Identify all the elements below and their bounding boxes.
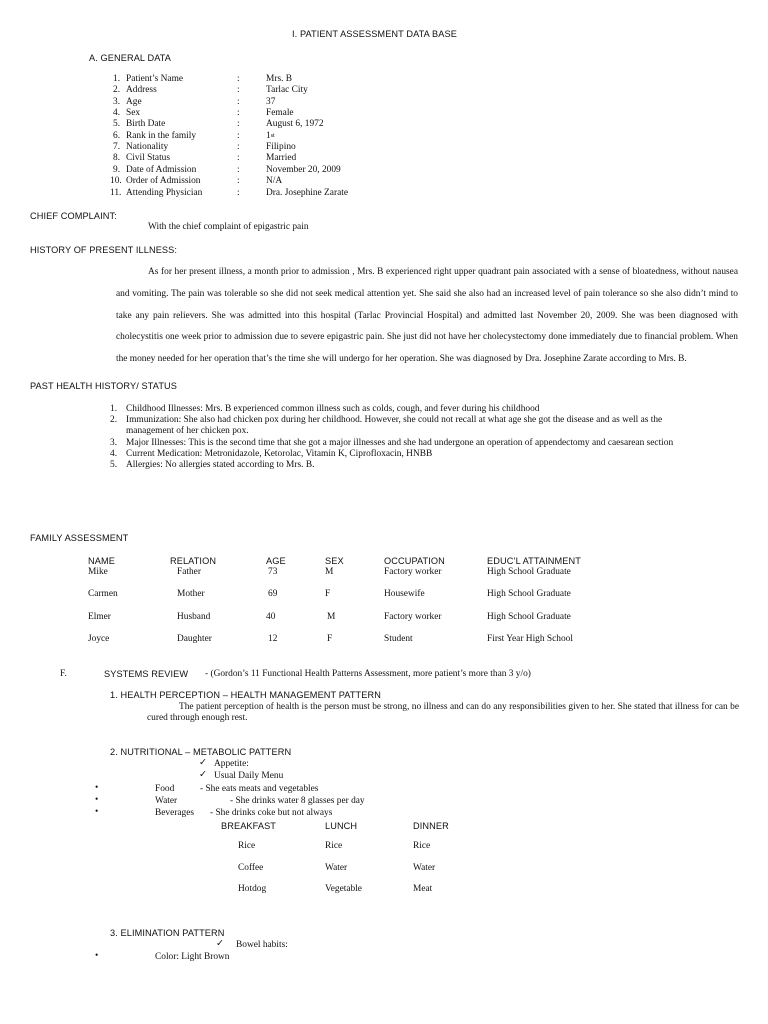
- bowel-habits-label: Bowel habits:: [236, 940, 288, 950]
- family-col-header: SEX: [325, 556, 344, 566]
- general-row-value: [266, 131, 275, 142]
- general-row-number: 4.: [113, 108, 121, 119]
- family-cell: Student: [384, 634, 413, 644]
- nutritional-bullet-label: Beverages: [155, 808, 195, 818]
- ordinal-number: 1: [266, 130, 271, 141]
- hpi-text: As for her present illness, a month prior to admission , Mrs. B experienced right upper quadrant pain associated with a sense of bloatedness, without nausea and vomiting. The pain was tolerable so she did not seek medical attention yet. She said she also had an increased level of pain tolerance so she also didn’t mind to take any pain relievers. She was admitted into this hospital (Tarlac Provincial Hospital) and admitted last November 20, 2009. She was been diagnosed with cholecystitis one week prior to admission due to severe epigastric pain. She just did not have her cholecystectomy done immediately due to financial problem. When the money needed for her operation that’s the time she will undergo for her operation. She was diagnosed by Dra. Josephine Zarate according to Mrs. B.: [116, 267, 738, 365]
- general-row-number: 10.: [110, 176, 122, 187]
- past-history-item: Major Illnesses: This is the second time that she got a major illnesses and she had undergone an operation of appendectomy and caesarean section: [126, 438, 674, 448]
- general-row-colon: :: [237, 142, 240, 153]
- general-row-colon: :: [237, 153, 240, 164]
- past-history-item: Immunization: She also had chicken pox during her childhood. However, she could not recall at what age she got the disease and as well as the management of her chicken pox.: [126, 415, 663, 437]
- check-icon: ✓: [199, 758, 207, 768]
- systems-letter: F.: [60, 669, 67, 679]
- nutritional-check-item: Usual Daily Menu: [214, 771, 284, 781]
- health-perception-text: The patient perception of health is the person must be strong, no illness and can do any responsibilities given to her. She stated that illness for can be cured through enough rest.: [147, 702, 739, 724]
- general-row-colon: :: [237, 96, 240, 107]
- general-row-value: November 20, 2009: [266, 164, 341, 175]
- past-history-heading: PAST HEALTH HISTORY/ STATUS: [30, 381, 178, 391]
- family-cell: High School Graduate: [487, 589, 571, 599]
- family-cell: 73: [268, 567, 278, 577]
- general-row-colon: :: [237, 108, 240, 119]
- menu-cell: Hotdog: [238, 884, 267, 894]
- general-row-number: 1.: [113, 74, 121, 84]
- nutritional-bullet-label: Food: [155, 784, 175, 794]
- family-cell: Carmen: [88, 589, 118, 599]
- general-row-value: Mrs. B: [266, 74, 293, 84]
- general-row-number: 5.: [113, 119, 121, 130]
- general-row-label: Sex: [126, 108, 141, 119]
- family-col-header: EDUC’L ATTAINMENT: [487, 556, 581, 566]
- bullet-icon: •: [95, 951, 99, 961]
- family-cell: 12: [268, 634, 278, 644]
- health-perception-paragraph: [147, 702, 739, 724]
- chief-complaint-heading: CHIEF COMPLAINT:: [30, 211, 117, 221]
- general-row-value: 37: [266, 96, 276, 107]
- general-row-number: 11.: [110, 187, 122, 198]
- general-row-label: Attending Physician: [126, 187, 203, 198]
- check-icon: ✓: [216, 939, 224, 949]
- menu-cell: Water: [413, 863, 436, 873]
- family-cell: Daughter: [177, 634, 212, 644]
- general-row-label: Civil Status: [126, 153, 171, 164]
- family-cell: High School Graduate: [487, 612, 571, 622]
- general-row-value: August 6, 1972: [266, 119, 324, 130]
- past-history-item: Childhood Illnesses: Mrs. B experienced common illness such as colds, cough, and fever during his childhood: [126, 404, 540, 414]
- general-row-value: Female: [266, 108, 294, 119]
- hpi-paragraph: [116, 262, 738, 371]
- family-cell: Mike: [88, 567, 108, 577]
- check-icon: ✓: [199, 770, 207, 780]
- family-cell: 69: [268, 589, 278, 599]
- general-row-label: Order of Admission: [126, 176, 201, 187]
- menu-cell: Rice: [325, 841, 343, 851]
- family-cell: Housewife: [384, 589, 425, 599]
- past-history-number: 1.: [110, 404, 118, 414]
- general-row-colon: :: [237, 119, 240, 130]
- menu-col-header: DINNER: [413, 821, 449, 831]
- past-history-item: Current Medication: Metronidazole, Ketorolac, Vitamin K, Ciprofloxacin, HNBB: [126, 449, 433, 459]
- past-history-number: 3.: [110, 438, 118, 448]
- general-row-label: Address: [126, 85, 157, 96]
- family-cell: Factory worker: [384, 612, 442, 622]
- family-col-header: OCCUPATION: [384, 556, 445, 566]
- hpi-heading: HISTORY OF PRESENT ILLNESS:: [30, 245, 178, 255]
- family-col-header: AGE: [266, 556, 286, 566]
- general-row-colon: :: [237, 130, 240, 141]
- nutritional-bullet-text: - She drinks water 8 glasses per day: [230, 796, 365, 806]
- family-cell: Factory worker: [384, 567, 442, 577]
- bullet-icon: •: [95, 783, 99, 793]
- past-history-number: 5.: [110, 460, 118, 470]
- family-cell: M: [325, 567, 334, 577]
- color-label: Color: Light Brown: [155, 952, 230, 962]
- general-row-value: Filipino: [266, 142, 296, 153]
- general-row-label: Rank in the family: [126, 130, 197, 141]
- general-row-number: 6.: [113, 130, 121, 141]
- bullet-icon: •: [95, 807, 99, 817]
- family-cell: First Year High School: [487, 634, 573, 644]
- menu-cell: Rice: [238, 841, 256, 851]
- menu-cell: Water: [325, 863, 348, 873]
- ordinal-suffix: st: [270, 132, 275, 139]
- family-assessment-heading: FAMILY ASSESSMENT: [30, 533, 129, 543]
- family-cell: Joyce: [88, 634, 110, 644]
- family-cell: Husband: [177, 612, 211, 622]
- general-row-number: 9.: [113, 164, 121, 175]
- systems-review-heading: SYSTEMS REVIEW: [104, 669, 189, 679]
- past-history-item: Allergies: No allergies stated according to Mrs. B.: [126, 460, 315, 470]
- family-cell: 40: [266, 612, 276, 622]
- family-col-header: NAME: [88, 556, 115, 566]
- menu-cell: Rice: [413, 841, 431, 851]
- family-col-header: RELATION: [170, 556, 217, 566]
- general-row-label: Date of Admission: [126, 164, 197, 175]
- general-row-colon: :: [237, 74, 240, 84]
- nutritional-check-item: Appetite:: [214, 759, 249, 769]
- family-cell: F: [325, 589, 331, 599]
- general-row-value: Tarlac City: [266, 85, 308, 96]
- general-row-label: Nationality: [126, 142, 169, 153]
- general-row-number: 2.: [113, 85, 121, 96]
- general-row-number: 8.: [113, 153, 121, 164]
- general-row-value: Dra. Josephine Zarate: [266, 187, 348, 198]
- family-cell: Elmer: [88, 612, 111, 622]
- health-perception-heading: 1. HEALTH PERCEPTION – HEALTH MANAGEMENT PATTERN: [110, 690, 381, 700]
- elimination-heading: 3. ELIMINATION PATTERN: [110, 928, 225, 938]
- general-row-colon: :: [237, 85, 240, 96]
- family-cell: High School Graduate: [487, 567, 571, 577]
- systems-review-subtitle: - (Gordon’s 11 Functional Health Patterns Assessment, more patient’s more than 3 y/o): [205, 669, 531, 679]
- general-data-heading: A. GENERAL DATA: [89, 53, 171, 63]
- past-history-number: 4.: [110, 449, 118, 459]
- general-row-colon: :: [237, 176, 240, 187]
- family-cell: F: [327, 634, 333, 644]
- general-row-colon: :: [237, 164, 240, 175]
- family-cell: Mother: [177, 589, 205, 599]
- past-history-number: 2.: [110, 415, 118, 425]
- nutritional-bullet-text: - She drinks coke but not always: [210, 808, 333, 818]
- general-row-number: 3.: [113, 96, 121, 107]
- menu-cell: Coffee: [238, 863, 264, 873]
- general-row-value: N/A: [266, 176, 283, 187]
- general-row-label: Patient’s Name: [126, 74, 184, 84]
- general-row-number: 7.: [113, 142, 121, 153]
- family-cell: M: [327, 612, 336, 622]
- menu-cell: Vegetable: [325, 884, 362, 894]
- menu-col-header: BREAKFAST: [221, 821, 277, 831]
- menu-col-header: LUNCH: [325, 821, 358, 831]
- page-title: I. PATIENT ASSESSMENT DATA BASE: [292, 29, 457, 39]
- chief-complaint-text: With the chief complaint of epigastric pain: [148, 222, 309, 232]
- general-row-value: Married: [266, 153, 297, 164]
- menu-cell: Meat: [413, 884, 433, 894]
- bullet-icon: •: [95, 795, 99, 805]
- nutritional-bullet-label: Water: [155, 796, 178, 806]
- general-row-colon: :: [237, 187, 240, 198]
- nutritional-bullet-text: - She eats meats and vegetables: [200, 784, 319, 794]
- general-row-label: Age: [126, 96, 142, 107]
- family-cell: Father: [177, 567, 201, 577]
- nutritional-heading: 2. NUTRITIONAL – METABOLIC PATTERN: [110, 747, 292, 757]
- general-row-label: Birth Date: [126, 119, 166, 130]
